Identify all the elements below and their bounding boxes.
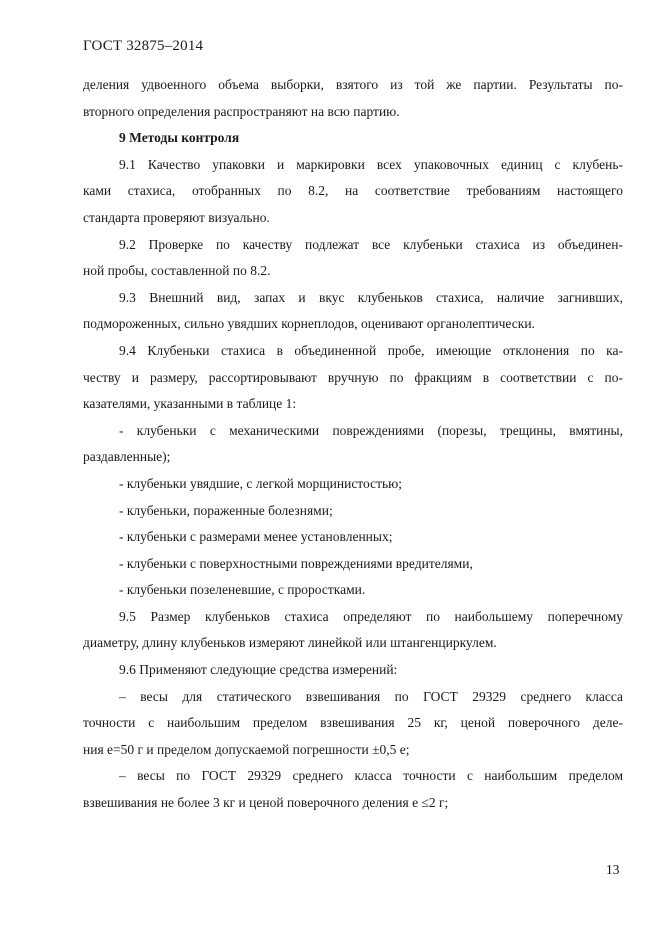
text-line: подмороженных, сильно увядших корнеплодов, оценивают органолептически. bbox=[83, 316, 535, 332]
list-item: – весы по ГОСТ 29329 среднего класса точности с наибольшим пределом bbox=[119, 768, 623, 784]
list-item: - клубеньки с размерами менее установленных; bbox=[119, 529, 393, 545]
page-number: 13 bbox=[606, 862, 620, 877]
text-line: честву и размеру, рассортировывают вручную по фракциям в соответствии с по- bbox=[83, 369, 623, 385]
text-line: диаметру, длину клубеньков измеряют линейкой или штангенциркулем. bbox=[83, 635, 497, 651]
document-code-header: ГОСТ 32875–2014 bbox=[83, 38, 204, 54]
list-item: - клубеньки увядшие, с легкой морщинистостью; bbox=[119, 475, 402, 491]
section-heading: 9 Методы контроля bbox=[119, 130, 240, 146]
text-line: точности с наибольшим пределом взвешивания 25 кг, ценой поверочного деле- bbox=[83, 715, 623, 731]
text-line: деления удвоенного объема выборки, взятого из той же партии. Результаты по- bbox=[83, 77, 623, 92]
text-line: раздавленные); bbox=[83, 449, 171, 465]
text-line: 9.4 Клубеньки стахиса в объединенной пробе, имеющие отклонения по ка- bbox=[119, 342, 623, 358]
text-line: 9.3 Внешний вид, запах и вкус клубеньков стахиса, наличие загнивших, bbox=[119, 289, 623, 305]
text-line: взвешивания не более 3 кг и ценой поверочного деления e ≤2 г; bbox=[83, 795, 449, 811]
text-line: вторного определения распространяют на всю партию. bbox=[83, 103, 400, 119]
list-item: - клубеньки с поверхностными повреждениями вредителями, bbox=[119, 555, 473, 571]
text-line: ния e=50 г и пределом допускаемой погрешности ±0,5 e; bbox=[83, 741, 410, 757]
list-item: - клубеньки, пораженные болезнями; bbox=[119, 502, 333, 518]
list-item: - клубеньки с механическими повреждениями (порезы, трещины, вмятины, bbox=[119, 422, 623, 438]
list-item: – весы для статического взвешивания по ГОСТ 29329 среднего класса bbox=[119, 688, 623, 704]
text-line: ной пробы, составленной по 8.2. bbox=[83, 263, 271, 279]
text-line: ками стахиса, отобранных по 8.2, на соответствие требованиям настоящего bbox=[83, 183, 623, 199]
text-line: 9.5 Размер клубеньков стахиса определяют по наибольшему поперечному bbox=[119, 608, 623, 624]
text-line: стандарта проверяют визуально. bbox=[83, 209, 270, 225]
text-line: 9.2 Проверке по качеству подлежат все клубеньки стахиса из объединен- bbox=[119, 236, 623, 252]
text-line: 9.1 Качество упаковки и маркировки всех упаковочных единиц с клубень- bbox=[119, 156, 623, 172]
text-line: казателями, указанными в таблице 1: bbox=[83, 396, 297, 412]
text-line: 9.6 Применяют следующие средства измерений: bbox=[119, 662, 398, 678]
document-body bbox=[83, 72, 623, 817]
list-item: - клубеньки позеленевшие, с проростками. bbox=[119, 582, 366, 598]
